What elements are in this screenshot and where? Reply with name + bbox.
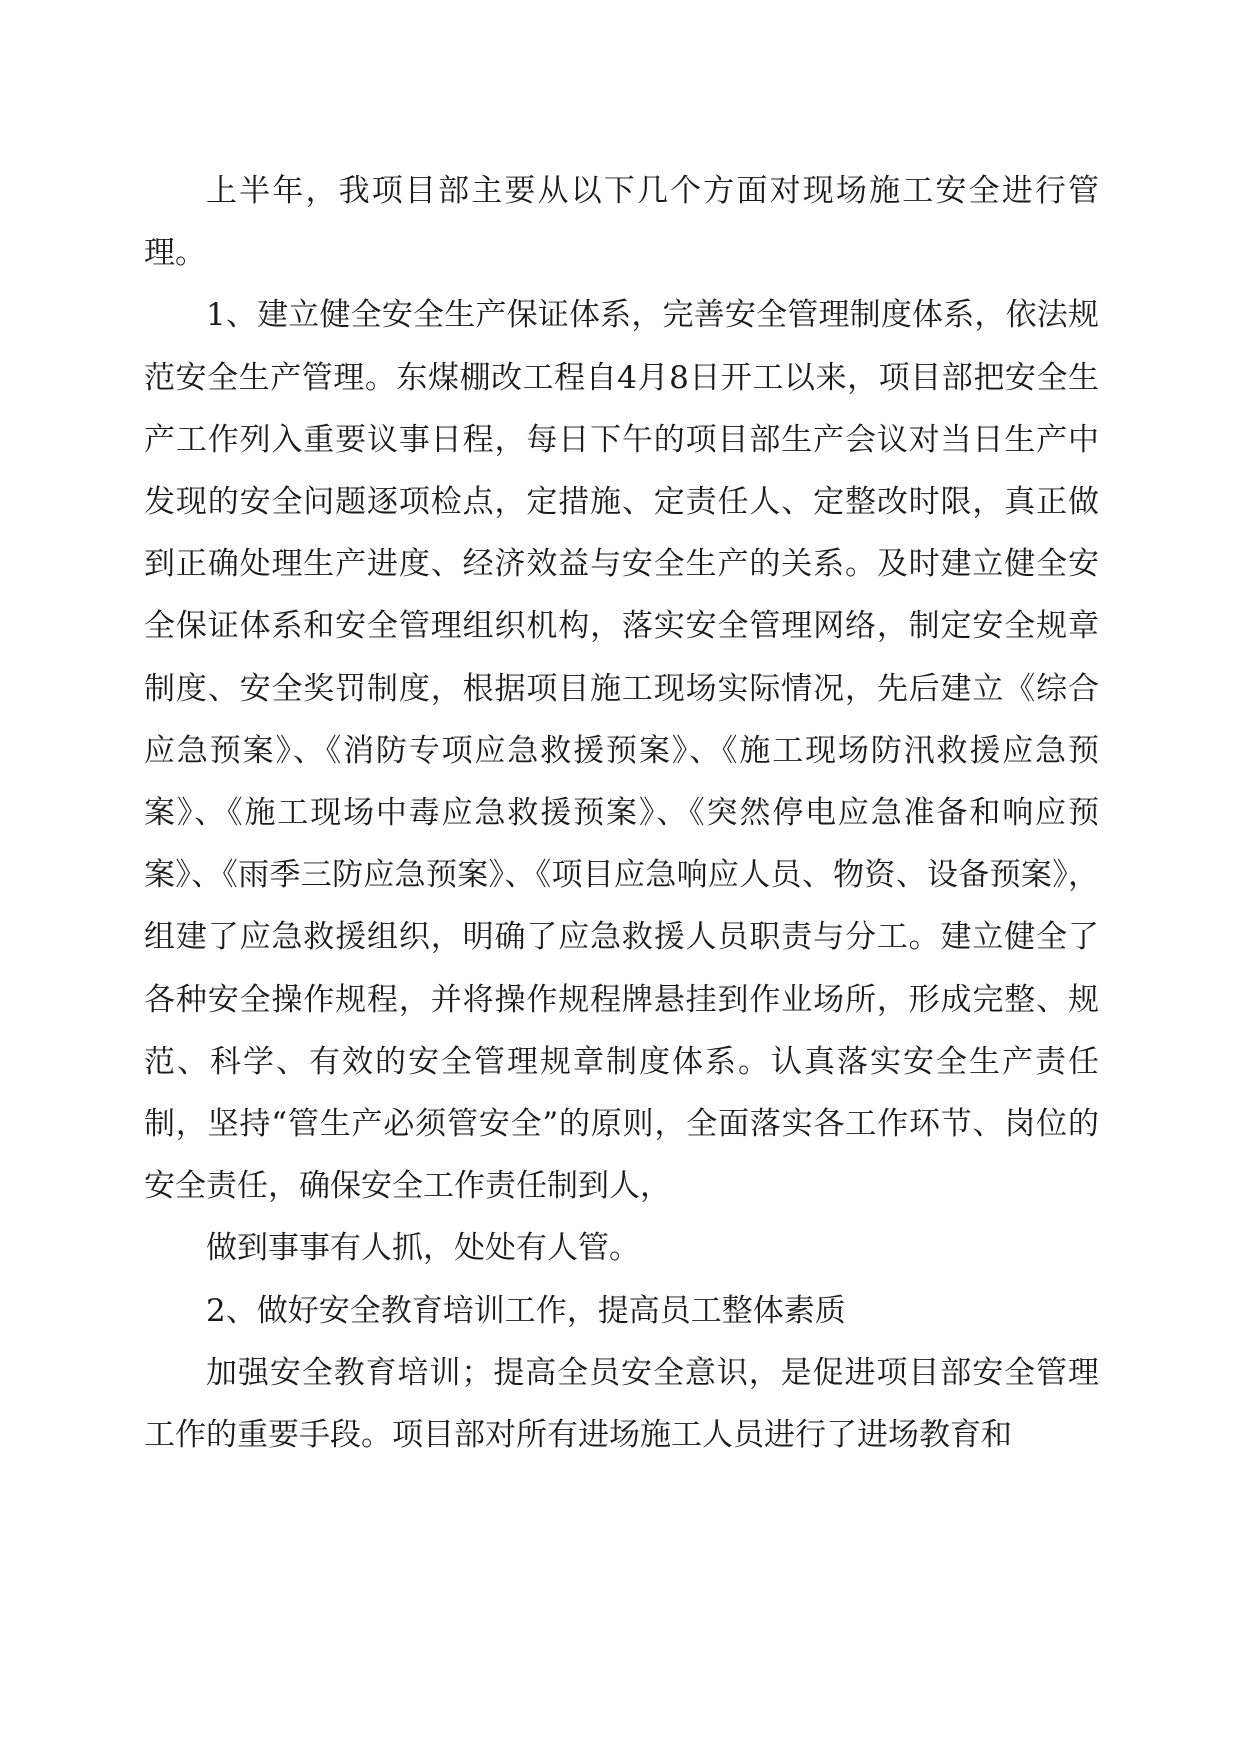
section-1-paragraph: 1、建立健全安全生产保证体系，完善安全管理制度体系，依法规范安全生产管理。东煤棚改工程自4月8日开工以来，项目部把安全生产工作列入重要议事日程，每日下午的项目部生产会议对当日生产中发现的安全问题逐项检点，定措施、定责任人、定整改时限，真正做到正确处理生产进度、经济效益与安全生产的关系。及时建立健全安全保证体系和安全管理组织机构，落实安全管理网络，制定安全规章制度、安全奖罚制度，根据项目施工现场实际情况，先后建立《综合应急预案》、《消防专项应急救援预案》、《施工现场防汛救援应急预案》、《施工现场中毒应急救援预案》、《突然停电应急准备和响应预案》、《雨季三防应急预案》、《项目应急响应人员、物资、设备预案》，组建了应急救援组织，明确了应急救援人员职责与分工。建立健全了各种安全操作规程，并将操作规程牌悬挂到作业场所，形成完整、规范、科学、有效的安全管理规章制度体系。认真落实安全生产责任制，坚持“管生产必须管安全”的原则，全面落实各工作环节、岗位的安全责任，确保安全工作责任制到人， (144, 297, 1099, 1205)
intro-paragraph: 上半年，我项目部主要从以下几个方面对现场施工安全进行管理。 (144, 173, 1099, 272)
section-2-heading: 2、做好安全教育培训工作，提高员工整体素质 (206, 1292, 846, 1329)
body-text (144, 160, 1099, 1466)
section-2-paragraph: 加强安全教育培训；提高全员安全意识，是促进项目部安全管理工作的重要手段。项目部对所有进场施工人员进行了进场教育和 (144, 1354, 1099, 1454)
section-1-closing-paragraph: 做到事事有人抓，处处有人管。 (206, 1230, 640, 1267)
